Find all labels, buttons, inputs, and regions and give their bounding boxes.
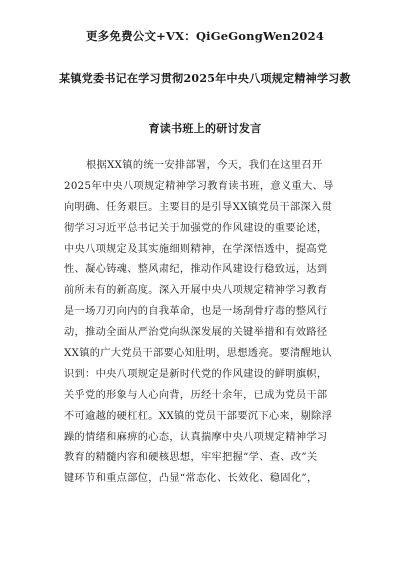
body-line: 教育的精髓内容和硬核思想，牢牢把握“学、查、改”关 <box>64 452 318 464</box>
body-line: 不可逾越的硬杠杠。XX镇的党员干部要沉下心来，剔除浮 <box>64 410 333 422</box>
body-line: 2025年中央八项规定精神学习教育读书班，意义重大、导 <box>64 180 334 192</box>
body-line: 是一场刀刃向内的自我革命，也是一场刮骨疗毒的整风行 <box>64 306 328 318</box>
body-line: XX镇的广大党员干部要心知肚明，思想透亮。要清醒地认 <box>64 348 333 360</box>
body-line: 性、凝心铸魂、整风肃纪，推动作风建设行稳致远，达到 <box>64 264 328 276</box>
body-line: 动，推动全面从严治党向纵深发展的关键举措和有效路径 <box>64 327 328 339</box>
body-line: 躁的情绪和麻痹的心态，认真揣摩中央八项规定精神学习 <box>64 431 328 443</box>
body-line: 根据XX镇的统一安排部署，今天，我们在这里召开 <box>86 160 323 171</box>
header-promo-text: 更多免费公文+VX：QiGeGongWen2024 <box>85 29 325 43</box>
body-line: 识到：中央八项规定是新时代党的作风建设的鲜明旗帜， <box>64 368 328 380</box>
body-line: 键环节和重点部位，凸显“常态化、长效化、稳固化”， <box>64 473 318 485</box>
body-line: 彻学习习近平总书记关于加强党的作风建设的重要论述， <box>64 222 328 234</box>
body-line: 关乎党的形象与人心向背，历经十余年，已成为党员干部 <box>64 389 328 401</box>
body-line: 前所未有的新高度。深入开展中央八项规定精神学习教育 <box>64 285 328 297</box>
body-line: 向明确、任务艰巨。主要目的是引导XX镇党员干部深入贯 <box>64 201 333 213</box>
document-title-line-2: 育读书班上的研讨发言 <box>148 122 262 135</box>
document-title-line-1: 某镇党委书记在学习贯彻2025年中央八项规定精神学习教 <box>59 72 351 85</box>
body-line: 中央八项规定及其实施细则精神，在学深悟透中，提高党 <box>64 243 328 255</box>
document-body <box>64 156 351 490</box>
